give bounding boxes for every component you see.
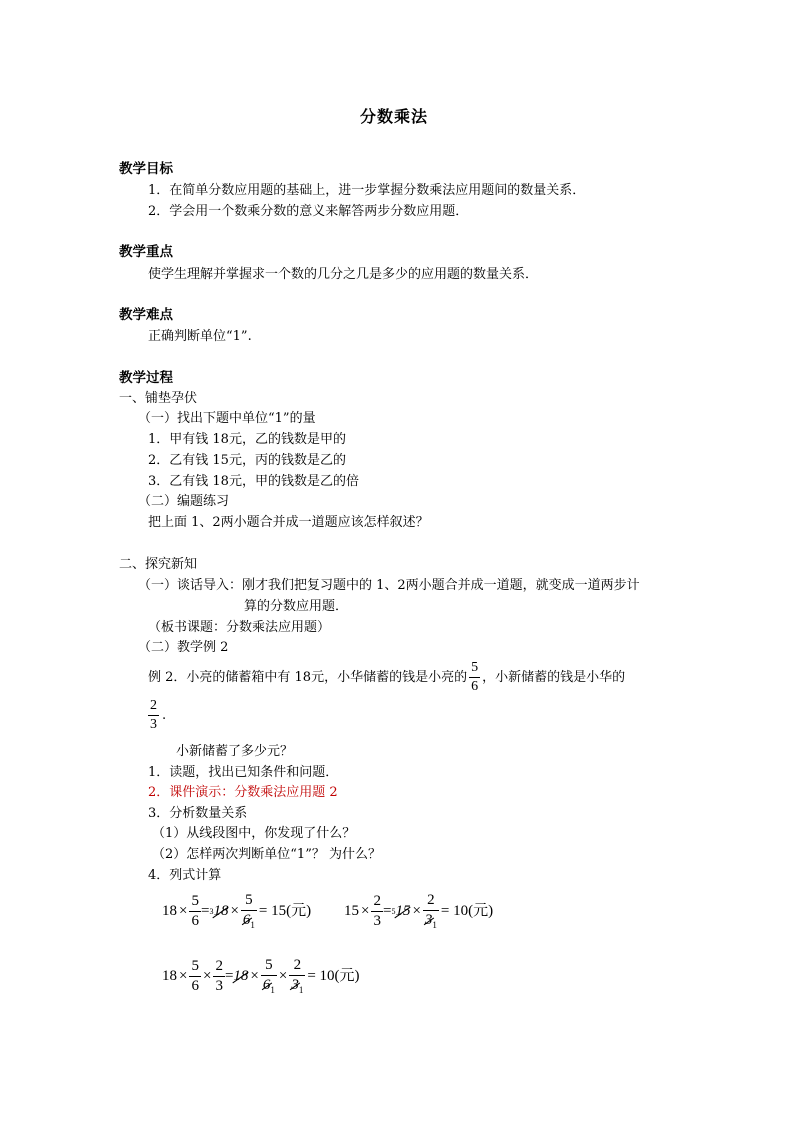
goal-item-2: 2．学会用一个数乘分数的意义来解答两步分数应用题． <box>148 204 469 219</box>
step-4: 4．列式计算 <box>148 868 222 883</box>
part1-sub2-text: 把上面 1、2两小题合并成一道题应该怎样叙述？ <box>148 515 429 530</box>
part1-q2: 2．乙有钱 15元，丙的钱数是乙的 <box>148 453 346 468</box>
page-title: 分数乘法 <box>360 107 429 126</box>
key-text: 使学生理解并掌握求一个数的几分之几是多少的应用题的数量关系． <box>148 267 539 282</box>
heading-key: 教学重点 <box>119 244 173 260</box>
example-text-b: ，小新储蓄的钱是小华的 <box>482 670 626 685</box>
part1-sub2: （二）编题练习 <box>138 494 230 509</box>
fraction-two-thirds: $\frac{2}{3}$ <box>150 698 157 732</box>
part1-q1: 1．甲有钱 18元，乙的钱数是甲的 <box>148 432 346 447</box>
part1-title: 一、铺垫孕伏 <box>119 391 198 406</box>
example-question: 小新储蓄了多少元？ <box>176 744 294 759</box>
part2-board: （板书课题：分数乘法应用题） <box>148 620 331 635</box>
heading-goals: 教学目标 <box>119 161 173 177</box>
part2-title: 二、探究新知 <box>119 557 198 572</box>
step-2-link[interactable]: 2．课件演示：分数乘法应用题 2 <box>148 785 338 800</box>
part1-sub1: （一）找出下题中单位“1”的量 <box>138 411 316 426</box>
heading-process: 教学过程 <box>119 370 173 386</box>
heading-difficulty: 教学难点 <box>119 307 173 323</box>
step-3-q2: （2）怎样两次判断单位“1”？ 为什么？ <box>152 847 381 862</box>
goal-item-1: 1．在简单分数应用题的基础上，进一步掌握分数乘法应用题间的数量关系． <box>148 183 586 198</box>
example-text-a: 例 2．小亮的储蓄箱中有 18元，小华储蓄的钱是小亮的 <box>148 670 468 685</box>
fraction-five-sixths: $\frac{5}{6}$ <box>471 660 479 694</box>
part2-sub2: （二）教学例 2 <box>138 640 229 655</box>
step-3-q1: （1）从线段图中，你发现了什么？ <box>152 826 356 841</box>
part2-sub1-line2: 算的分数应用题． <box>244 599 349 614</box>
part2-sub1-line1: （一）谈话导入：刚才我们把复习题中的 1、2两小题合并成一道题，就变成一道两步计 <box>138 578 640 593</box>
difficulty-text: 正确判断单位“1”. <box>148 329 252 344</box>
example-line <box>148 661 625 694</box>
part1-q3: 3．乙有钱 18元，甲的钱数是乙的倍 <box>148 474 359 489</box>
step-1: 1．读题，找出已知条件和问题． <box>148 765 339 780</box>
equation-2: 15 × $\frac{2}{3}$ = 5 15 × $\frac{2}{3_1}$ = 10(元) <box>344 892 494 930</box>
example-line-2: $\frac{2}{3}$ . <box>150 698 167 732</box>
equation-3: 18 × $\frac{5}{6}$ × $\frac{2}{3}$ = 18 × $\frac{5}{6_1}$ × $\frac{2}{3_1}$ = 10(元) <box>162 957 360 995</box>
step-3: 3．分析数量关系 <box>148 806 248 821</box>
equation-1: 18 × $\frac{5}{6}$ = 3 18 × $\frac{5}{6_1}$ = 15(元) <box>162 892 312 930</box>
